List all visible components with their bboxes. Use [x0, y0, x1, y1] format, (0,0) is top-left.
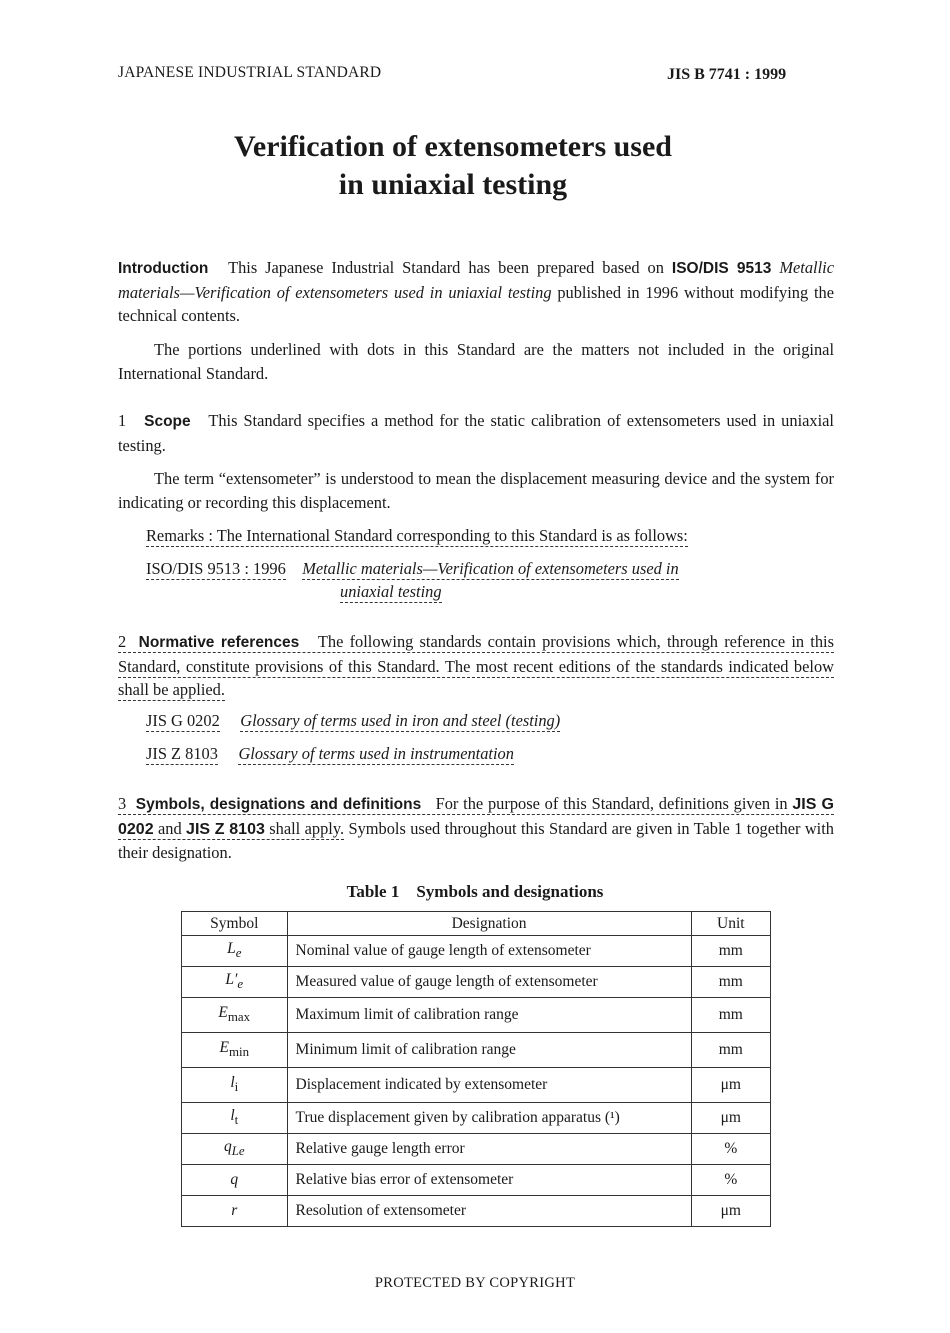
unit-cell: μm [691, 1196, 770, 1227]
unit-cell: μm [691, 1103, 770, 1134]
ref-line-jis-z [146, 744, 514, 764]
table-row [182, 1033, 771, 1068]
ref-code-jis-g: JIS G 0202 [146, 711, 220, 730]
unit-cell: mm [691, 1033, 770, 1068]
table-caption [0, 882, 950, 902]
unit-cell: mm [691, 936, 770, 967]
symbols-text-1: For the purpose of this Standard, definitions given in [435, 794, 788, 813]
iso-ref-line-2 [340, 582, 442, 602]
symbol-cell: $L_e$ [182, 936, 288, 967]
symbol-cell: r [182, 1196, 288, 1227]
table-row [182, 998, 771, 1033]
intro-paragraph [118, 256, 834, 328]
intro-iso-title: Metallic materials—Verification of extensometers used in uniaxial testing [118, 258, 834, 302]
intro-paragraph-2: The portions underlined with dots in this Standard are the matters not included in the original International Standard. [118, 340, 834, 383]
designation-cell: Measured value of gauge length of extensometer [287, 967, 691, 998]
table-header-unit: Unit [691, 912, 770, 936]
remarks-line [146, 526, 688, 546]
symbols-text-2: shall apply. [269, 818, 345, 838]
unit-cell: % [691, 1165, 770, 1196]
table-header-symbol: Symbol [182, 912, 288, 936]
table-header-row [182, 912, 771, 936]
iso-ref-line [146, 559, 679, 579]
scope-paragraph-2: The term “extensometer” is understood to mean the displacement measuring device and the system for indicating or recording this displacement. [118, 469, 834, 512]
designation-cell: Resolution of extensometer [287, 1196, 691, 1227]
ref-title-jis-z: Glossary of terms used in instrumentation [238, 744, 514, 763]
remarks-text: Remarks : The International Standard corresponding to this Standard is as follows: [146, 526, 688, 545]
designation-cell: Relative bias error of extensometer [287, 1165, 691, 1196]
designation-cell: Displacement indicated by extensometer [287, 1068, 691, 1103]
normative-paragraph [118, 630, 834, 702]
scope-heading: Scope [144, 413, 191, 430]
symbol-cell: q [182, 1165, 288, 1196]
symbols-text-3: Symbols used throughout this Standard are given in Table 1 together with their designation. [118, 818, 834, 862]
scope-text: This Standard specifies a method for the static calibration of extensometers used in uniaxial testing. [118, 411, 834, 455]
header-standard-number: JIS B 7741 : 1999 [667, 66, 787, 83]
ref-title-jis-g: Glossary of terms used in iron and steel (testing) [240, 711, 561, 730]
designation-cell: Nominal value of gauge length of extensometer [287, 936, 691, 967]
normative-heading: Normative references [138, 634, 300, 651]
table-caption-number: Table 1 [346, 882, 400, 901]
table-row [182, 1068, 771, 1103]
symbols-ref-2: JIS Z 8103 [186, 820, 265, 838]
symbols-table [181, 911, 771, 1227]
normative-dotted-section [118, 632, 834, 701]
table-header-designation: Designation [287, 912, 691, 936]
symbols-heading: Symbols, designations and definitions [135, 796, 422, 813]
ref-code-jis-z: JIS Z 8103 [146, 744, 218, 763]
symbols-and: and [157, 818, 182, 838]
scope-paragraph [118, 409, 834, 457]
iso-ref-title-1: Metallic materials—Verification of extensometers used in [302, 559, 679, 578]
symbol-cell: $l_i$ [182, 1068, 288, 1103]
unit-cell: μm [691, 1068, 770, 1103]
iso-ref-title-2: uniaxial testing [340, 582, 442, 601]
symbols-ref-1: JIS G 0202 [118, 796, 835, 838]
intro-iso-ref: ISO/DIS 9513 [671, 260, 772, 277]
symbols-number: 3 [118, 794, 127, 813]
symbol-cell: $q_{Le}$ [182, 1134, 288, 1165]
ref-line-jis-g [146, 711, 560, 731]
table-row [182, 1196, 771, 1227]
symbol-cell: $E_{min}$ [182, 1033, 288, 1068]
iso-ref-code: ISO/DIS 9513 : 1996 [146, 559, 286, 578]
normative-text: The following standards contain provisions which, through reference in this Standard, constitute provisions of this Standard. The most recent editions of the standards indicated below shall be applied. [118, 632, 834, 699]
document-title-line-1: Verification of extensometers used [234, 130, 672, 163]
designation-cell: Relative gauge length error [287, 1134, 691, 1165]
unit-cell: mm [691, 998, 770, 1033]
table-row [182, 967, 771, 998]
table-row [182, 936, 771, 967]
table-row [182, 1165, 771, 1196]
intro-text-1: This Japanese Industrial Standard has been prepared based on [228, 258, 664, 277]
designation-cell: True displacement given by calibration apparatus (¹) [287, 1103, 691, 1134]
designation-cell: Maximum limit of calibration range [287, 998, 691, 1033]
intro-label: Introduction [118, 260, 209, 277]
unit-cell: % [691, 1134, 770, 1165]
symbol-cell: $L'_e$ [182, 967, 288, 998]
intro-text-2: published in 1996 without modifying the technical contents. [118, 282, 834, 325]
table-caption-title: Symbols and designations [416, 882, 604, 901]
scope-number: 1 [118, 411, 127, 430]
designation-cell: Minimum limit of calibration range [287, 1033, 691, 1068]
table-row [182, 1134, 771, 1165]
normative-number: 2 [118, 632, 127, 651]
symbol-cell: $l_t$ [182, 1103, 288, 1134]
symbol-cell: $E_{max}$ [182, 998, 288, 1033]
document-title-line-2: in uniaxial testing [338, 168, 568, 201]
symbols-paragraph [118, 792, 834, 865]
header-standard-name: JAPANESE INDUSTRIAL STANDARD [118, 64, 382, 81]
table-row [182, 1103, 771, 1134]
unit-cell: mm [691, 967, 770, 998]
copyright-footer: PROTECTED BY COPYRIGHT [374, 1275, 576, 1291]
